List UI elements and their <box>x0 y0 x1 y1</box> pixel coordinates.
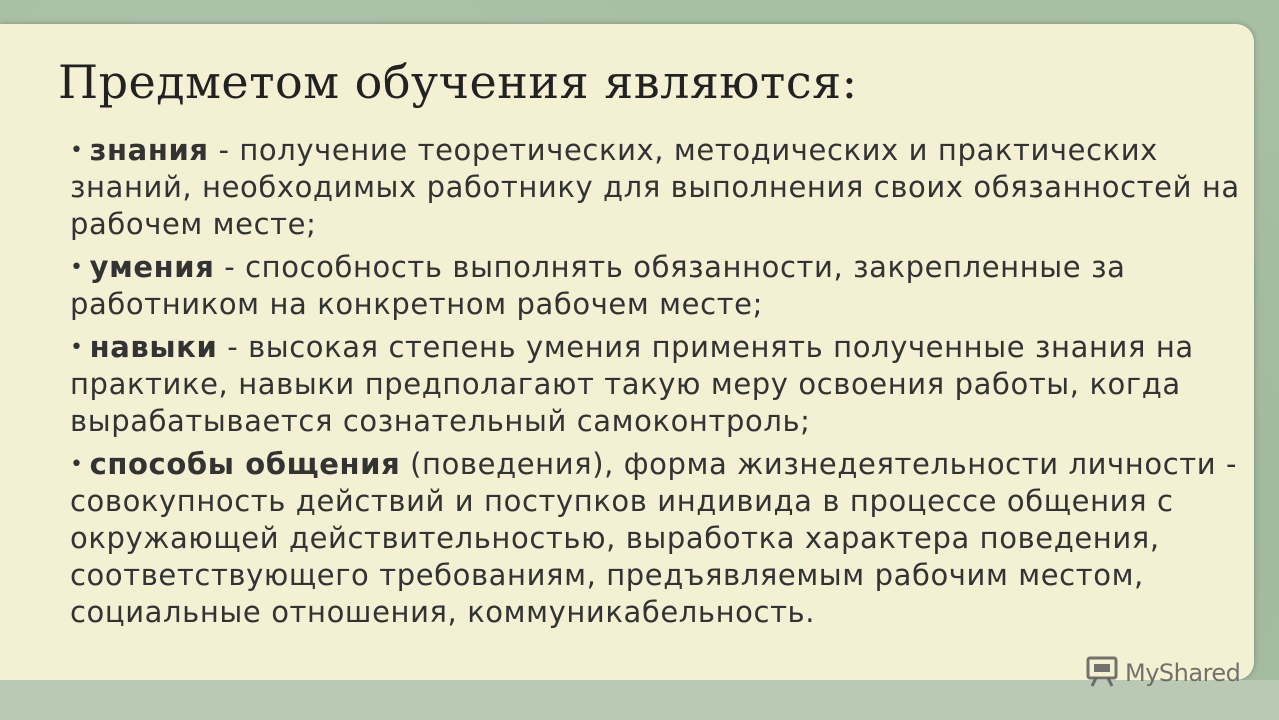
list-item <box>70 249 1240 323</box>
watermark-text: MyShared <box>1125 659 1241 687</box>
bullet-list <box>70 132 1240 637</box>
bullet-marker: • <box>70 335 84 360</box>
bullet-marker: • <box>70 452 84 477</box>
term-label: способы общения <box>89 447 401 481</box>
bullet-marker: • <box>70 255 84 280</box>
term-definition: - высокая степень умения применять полученные знания на практике, навыки предполагают такую меру освоения работы, когда вырабатывается сознательный самоконтроль; <box>70 330 1194 438</box>
list-item <box>70 132 1240 243</box>
term-paren: (поведения) <box>400 447 605 481</box>
myshared-watermark[interactable] <box>1085 655 1240 691</box>
slide-title: Предметом обучения являются: <box>58 55 858 109</box>
bullet-marker: • <box>70 138 84 163</box>
term-definition: - получение теоретических, методических и практических знаний, необходимых работнику для выполнения своих обязанностей на рабочем месте; <box>70 133 1240 241</box>
list-item <box>70 446 1240 631</box>
term-definition: , форма жизнедеятельности личности - совокупность действий и поступков индивида в процессе общения с окружающей действительностью, выработка характера поведения, соответствующего требованиям, предъявляемым рабочим местом, социальные отношения, коммуникабельность. <box>70 447 1238 629</box>
term-definition: - способность выполнять обязанности, закрепленные за работником на конкретном рабочем месте; <box>70 250 1126 321</box>
term-label: знания <box>89 133 209 167</box>
presentation-board-icon <box>1085 655 1119 691</box>
list-item <box>70 329 1240 440</box>
term-label: умения <box>89 250 215 284</box>
term-label: навыки <box>89 330 218 364</box>
